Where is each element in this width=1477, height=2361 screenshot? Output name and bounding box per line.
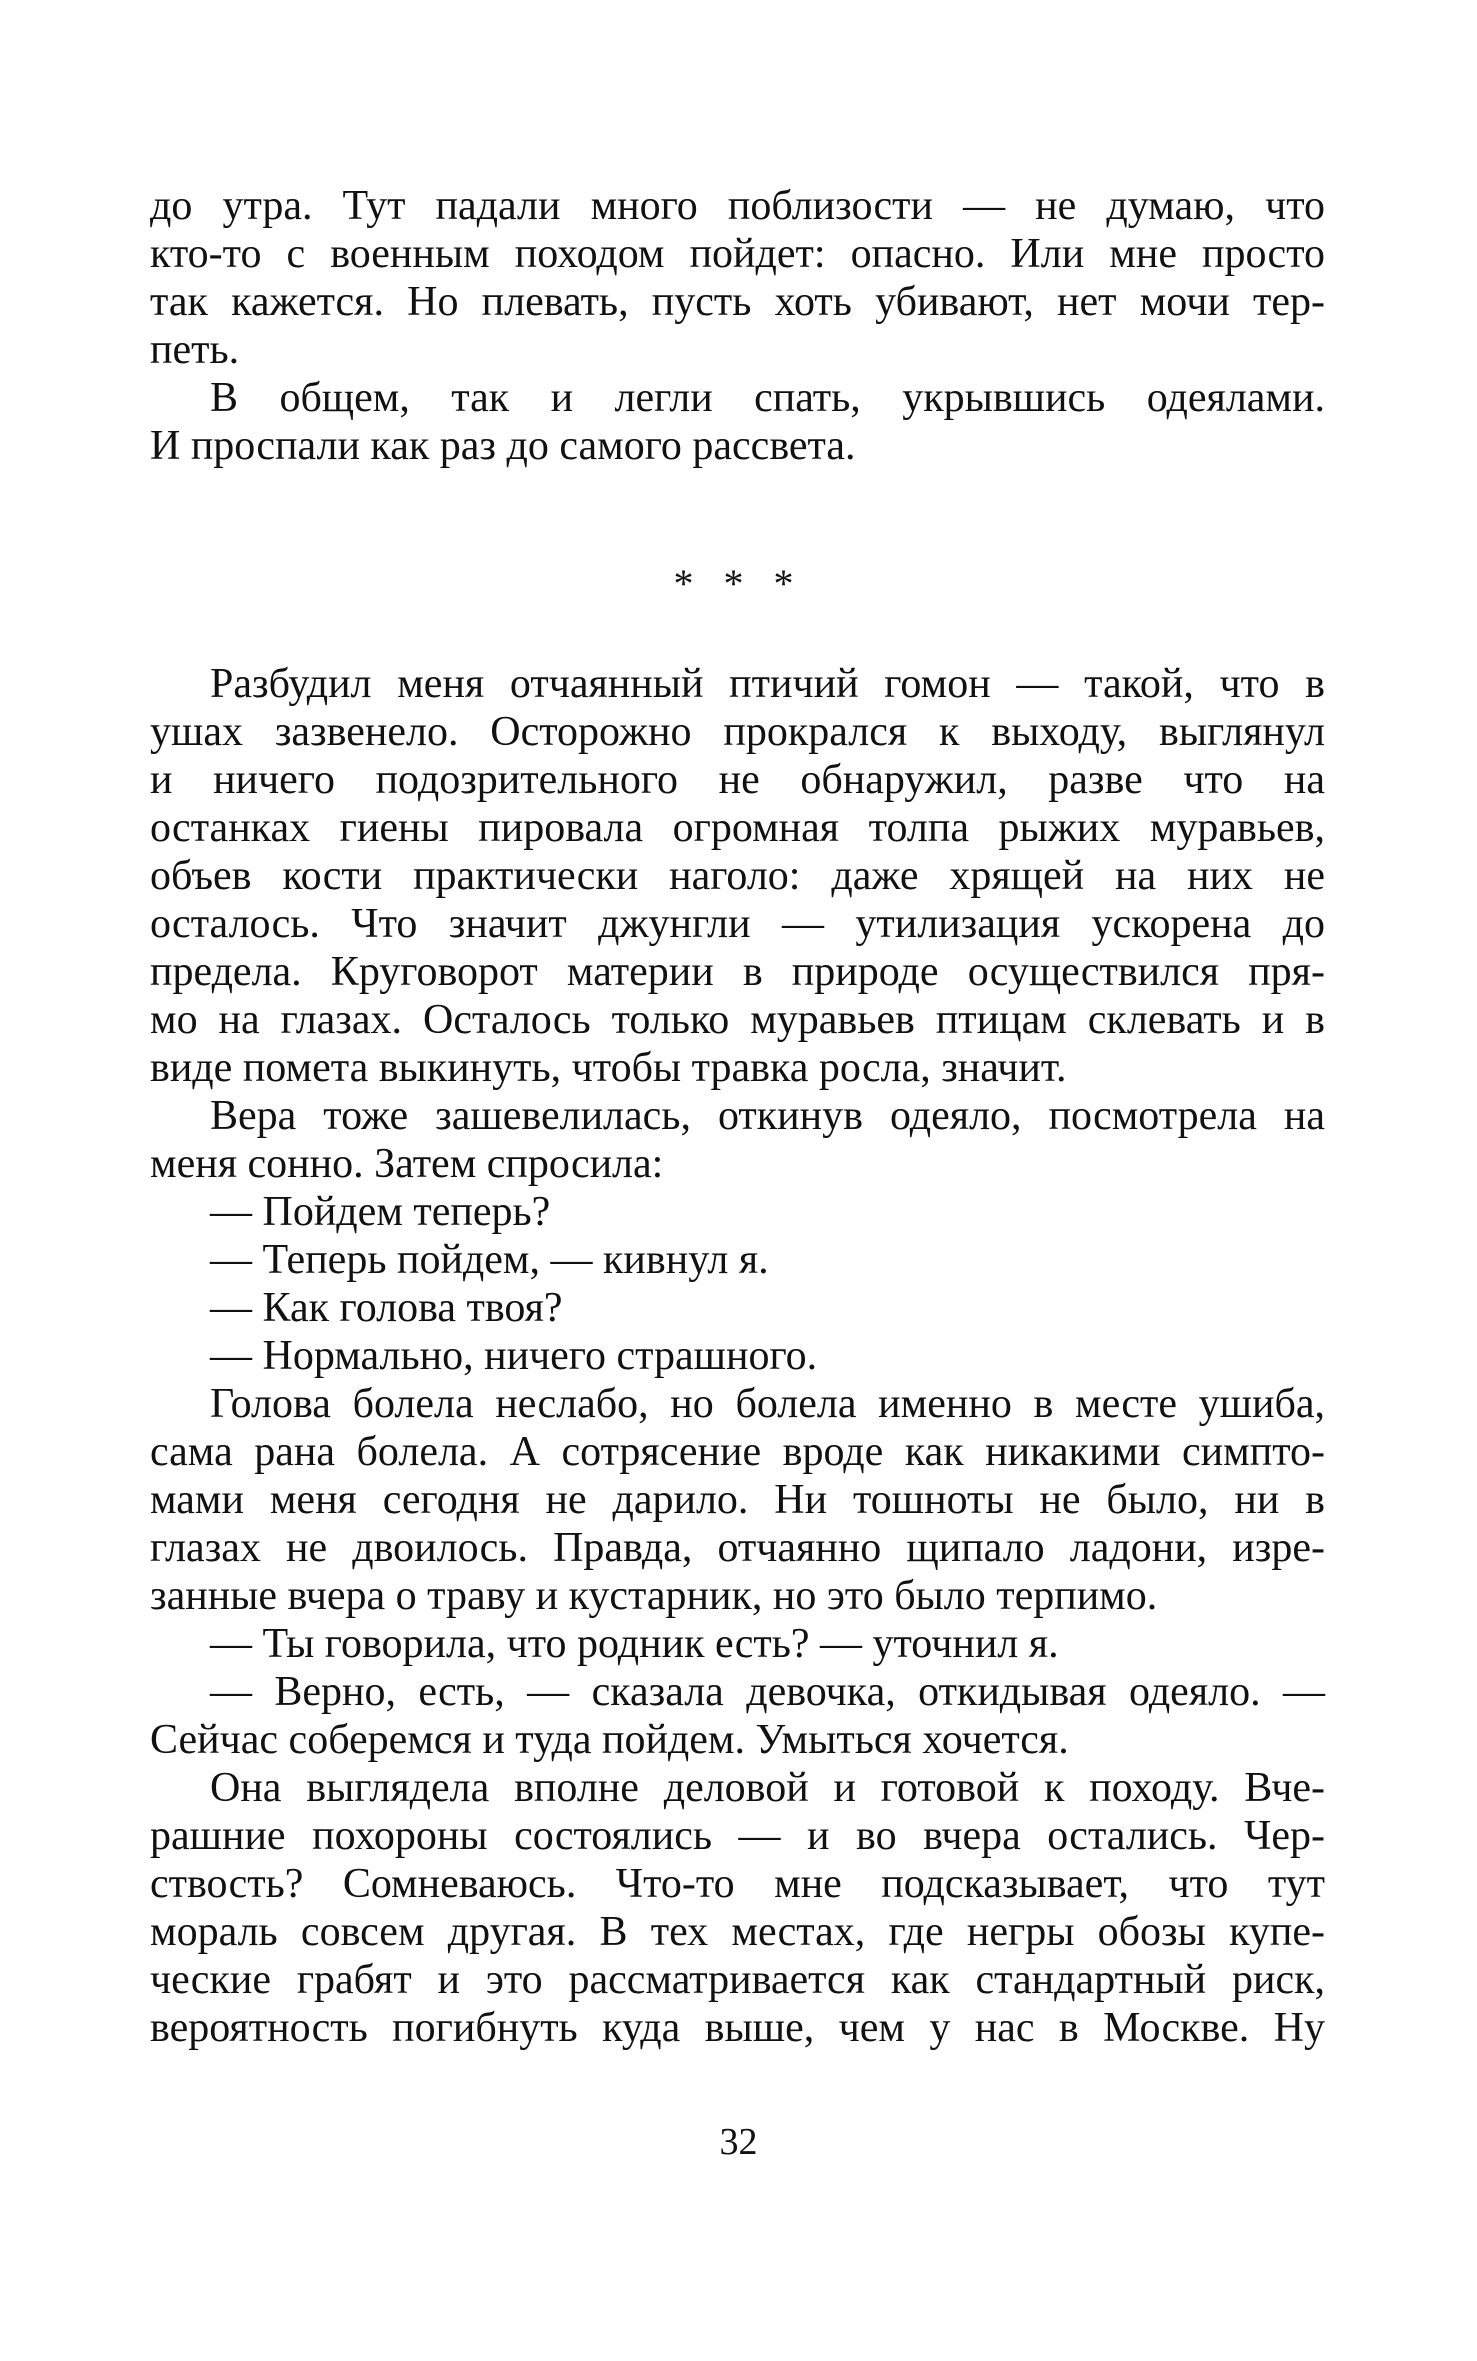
page-number: 32 [719, 2121, 758, 2163]
text-line: петь. [150, 327, 240, 373]
text-line: ушах зазвенело. Осторожно прокрался к выходу, выглянул [150, 709, 1325, 755]
text-line: Сейчас соберемся и туда пойдем. Умыться хочется. [150, 1717, 1069, 1763]
text-line: мами меня сегодня не дарило. Ни тошноты не было, ни в [150, 1477, 1325, 1523]
text-line: — Верно, есть, — сказала девочка, откидывая одеяло. — [210, 1669, 1325, 1715]
text-line: рашние похороны состоялись — и во вчера остались. Чер- [150, 1813, 1325, 1859]
text-line: Голова болела неслабо, но болела именно в месте ушиба, [210, 1381, 1325, 1427]
text-line: В общем, так и легли спать, укрывшись одеялами. [210, 375, 1325, 421]
text-line: глазах не двоилось. Правда, отчаянно щипало ладони, изре- [150, 1525, 1325, 1571]
text-block-main [150, 660, 1325, 2052]
text-line: виде помета выкинуть, чтобы травка росла, значит. [150, 1045, 1067, 1091]
section-separator: * * * [673, 561, 804, 606]
text-line: Она выглядела вполне деловой и готовой к походу. Вче- [210, 1765, 1325, 1811]
text-line: меня сонно. Затем спросила: [150, 1141, 664, 1187]
text-line: вероятность погибнуть куда выше, чем у нас в Москве. Ну [150, 2005, 1325, 2051]
text-line: — Как голова твоя? [210, 1285, 563, 1331]
text-line: ческие грабят и это рассматривается как стандартный риск, [150, 1957, 1325, 2003]
text-line: до утра. Тут падали много поблизости — не думаю, что [150, 183, 1325, 229]
text-line: мо на глазах. Осталось только муравьев птицам склевать и в [150, 997, 1325, 1043]
text-line: объев кости практически наголо: даже хрящей на них не [150, 853, 1325, 899]
text-line: Разбудил меня отчаянный птичий гомон — такой, что в [210, 661, 1325, 707]
text-line: мораль совсем другая. В тех местах, где негры обозы купе- [150, 1909, 1325, 1955]
text-line: и ничего подозрительного не обнаружил, разве что на [150, 757, 1325, 803]
text-line: занные вчера о траву и кустарник, но это было терпимо. [150, 1573, 1158, 1619]
text-line: — Нормально, ничего страшного. [210, 1333, 818, 1379]
text-line: — Теперь пойдем, — кивнул я. [210, 1237, 769, 1283]
text-line: кто-то с военным походом пойдет: опасно. Или мне просто [150, 231, 1325, 277]
text-line: И проспали как раз до самого рассвета. [150, 423, 856, 469]
text-line: предела. Круговорот материи в природе осуществился пря- [150, 949, 1325, 995]
text-line: — Пойдем теперь? [210, 1189, 551, 1235]
text-line: ствость? Сомневаюсь. Что-то мне подсказывает, что тут [150, 1861, 1325, 1907]
text-line: осталось. Что значит джунгли — утилизация ускорена до [150, 901, 1325, 947]
text-block-top [150, 182, 1325, 470]
text-line: так кажется. Но плевать, пусть хоть убивают, нет мочи тер- [150, 279, 1325, 325]
text-line: останках гиены пировала огромная толпа рыжих муравьев, [150, 805, 1325, 851]
text-line: сама рана болела. А сотрясение вроде как никакими симпто- [150, 1429, 1325, 1475]
text-line: Вера тоже зашевелилась, откинув одеяло, посмотрела на [210, 1093, 1325, 1139]
text-line: — Ты говорила, что родник есть? — уточнил я. [210, 1621, 1059, 1667]
